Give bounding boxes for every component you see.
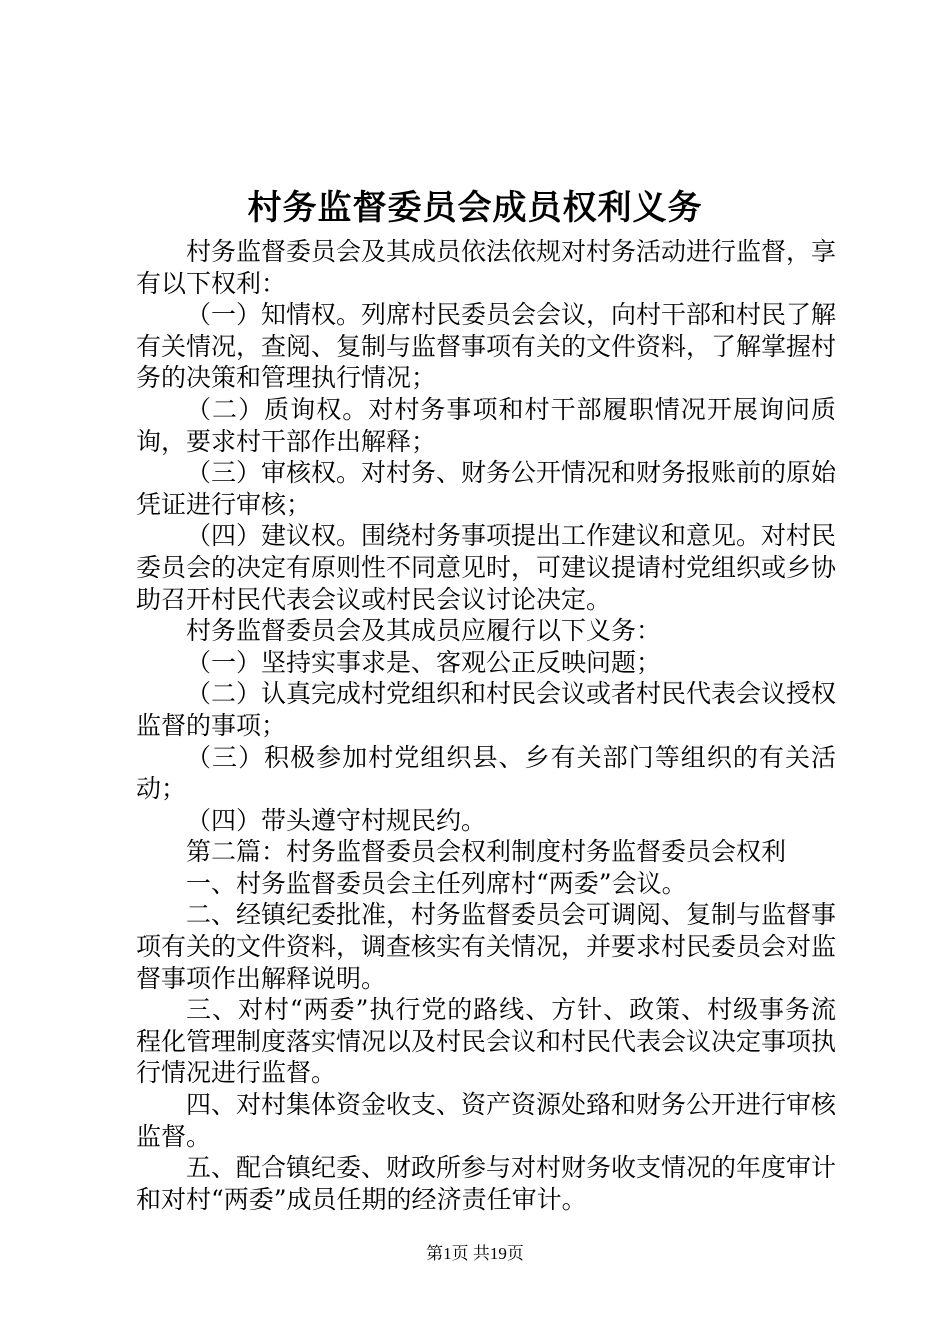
paragraph: 一、村务监督委员会主任列席村“两委”会议。 xyxy=(186,868,687,898)
paragraph: 三、对村“两委”执行党的路线、方针、政策、村级事务流程化管理制度落实情况以及村民会议和村民代表会议决定事项执行情况进行监督。 xyxy=(136,995,837,1088)
paragraph: （三）积极参加村党组织县、乡有关部门等组织的有关活动； xyxy=(136,742,836,804)
document-title: 村务监督委员会成员权利义务 xyxy=(247,188,703,228)
paragraph: （四）建议权。围绕村务事项提出工作建议和意见。对村民委员会的决定有原则性不同意见时，可建议提请村党组织或乡协助召开村民代表会议或村民会议讨论决定。 xyxy=(136,521,837,614)
page-footer: 第1页 共19页 xyxy=(426,1244,524,1263)
document-body xyxy=(136,236,836,1215)
paragraph: 第二篇：村务监督委员会权利制度村务监督委员会权利 xyxy=(186,837,787,867)
paragraph: （一）知情权。列席村民委员会会议，向村干部和村民了解有关情况，查阅、复制与监督事项有关的文件资料，了解掌握村务的决策和管理执行情况； xyxy=(136,300,837,393)
paragraph: 四、对村集体资金收支、资产资源处臵和财务公开进行审核监督。 xyxy=(136,1090,837,1151)
paragraph: 二、经镇纪委批准，村务监督委员会可调阅、复制与监督事项有关的文件资料，调查核实有关情况，并要求村民委员会对监督事项作出解释说明。 xyxy=(136,900,837,993)
paragraph: （四）带头遵守村规民约。 xyxy=(186,805,487,835)
paragraph: （二）认真完成村党组织和村民会议或者村民代表会议授权监督的事项； xyxy=(136,679,837,740)
paragraph: 五、配合镇纪委、财政所参与对村财务收支情况的年度审计和对村“两委”成员任期的经济责任审计。 xyxy=(136,1153,837,1214)
paragraph: （二）质询权。对村务事项和村干部履职情况开展询问质询，要求村干部作出解释； xyxy=(136,394,836,456)
paragraph: 村务监督委员会及其成员应履行以下义务： xyxy=(186,616,662,646)
paragraph: （三）审核权。对村务、财务公开情况和财务报账前的原始凭证进行审核； xyxy=(136,458,837,519)
paragraph: （一）坚持实事求是、客观公正反映问题； xyxy=(186,647,662,677)
paragraph: 村务监督委员会及其成员依法依规对村务活动进行监督，享有以下权利： xyxy=(136,237,837,298)
